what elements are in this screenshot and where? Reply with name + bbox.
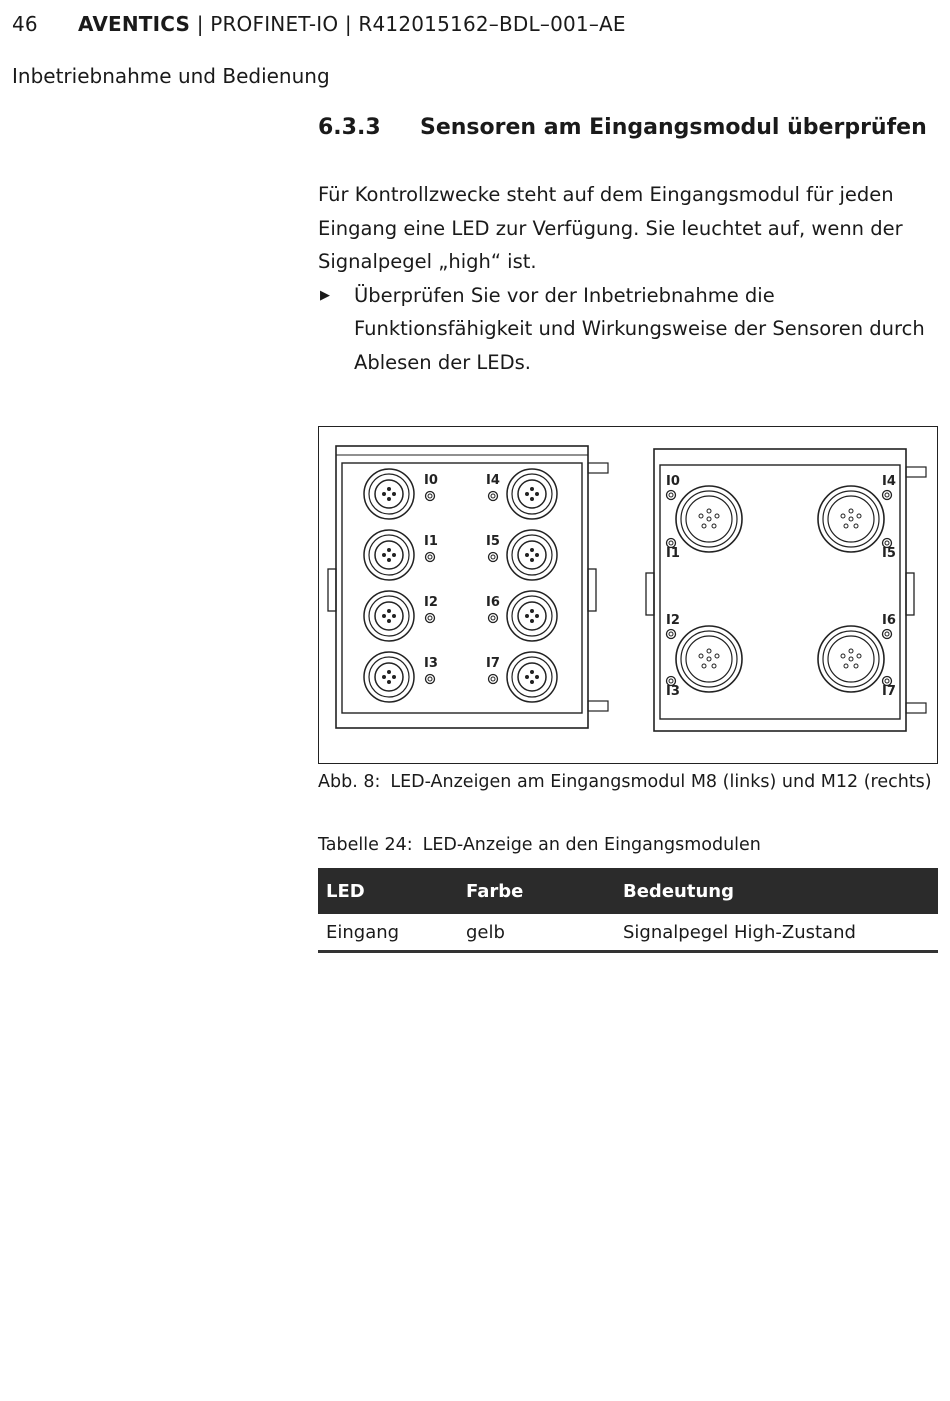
m8-pin — [388, 681, 391, 684]
m12-label-top: I6 — [882, 613, 896, 628]
body-content — [318, 178, 938, 379]
m12-connector-socket — [686, 496, 732, 542]
section-heading — [318, 115, 927, 140]
m12-connector-ring — [823, 491, 879, 547]
m8-pin — [531, 610, 534, 613]
m12-pin — [715, 514, 719, 518]
m8-connector-outer — [507, 652, 557, 702]
m8-pin — [536, 493, 539, 496]
m12-connector-socket — [686, 636, 732, 682]
m8-connector-socket — [518, 663, 546, 691]
m12-pin — [707, 649, 711, 653]
table-row — [318, 914, 938, 952]
m8-led-right — [489, 492, 498, 501]
m8-pin — [393, 493, 396, 496]
m12-led-bottom-core — [669, 679, 673, 683]
m8-pin — [526, 676, 529, 679]
m8-pin — [526, 554, 529, 557]
m12-pin — [844, 664, 848, 668]
m8-led-right-core — [491, 555, 495, 559]
m12-pin — [699, 654, 703, 658]
m12-pin — [707, 509, 711, 513]
m12-led-top-core — [669, 632, 673, 636]
m8-label-right: I7 — [486, 656, 500, 671]
m12-pin — [849, 657, 853, 661]
m8-connector-socket — [518, 602, 546, 630]
m8-pin — [383, 493, 386, 496]
figure-caption-label: Abb. 8: — [318, 772, 381, 792]
m8-led-right — [489, 614, 498, 623]
m8-pin — [388, 620, 391, 623]
m8-led-right-core — [491, 494, 495, 498]
m8-pin — [531, 488, 534, 491]
m12-left-tab — [646, 573, 654, 615]
m8-label-left: I3 — [424, 656, 438, 671]
cell-bedeutung: Signalpegel High-Zustand — [615, 914, 938, 952]
m12-label-top: I2 — [666, 613, 680, 628]
m8-led-left-core — [428, 555, 432, 559]
m12-label-bottom: I3 — [666, 684, 680, 699]
document-reference: | PROFINET-IO | R412015162–BDL–001–AE — [190, 12, 626, 36]
m8-led-left-core — [428, 677, 432, 681]
m8-pin — [388, 559, 391, 562]
table-caption-label: Tabelle 24: — [318, 835, 413, 855]
m8-pin — [531, 620, 534, 623]
chapter-label: Inbetriebnahme und Bedienung — [12, 64, 330, 88]
m12-connector-ring — [823, 631, 879, 687]
m8-led-left — [426, 614, 435, 623]
m12-connector-socket — [828, 636, 874, 682]
column-header-bedeutung: Bedeutung — [615, 868, 938, 914]
m12-led-top — [883, 630, 892, 639]
m12-pin — [857, 654, 861, 658]
column-header-farbe: Farbe — [458, 868, 615, 914]
m8-pin — [383, 615, 386, 618]
m12-pin — [857, 514, 861, 518]
m12-clip-bottom — [906, 703, 926, 713]
body-paragraph: Für Kontrollzwecke steht auf dem Eingangsmodul für jeden Eingang eine LED zur Verfügung. Sie leuchtet auf, wenn der Signalpegel „high“ ist. — [318, 183, 903, 273]
m12-pin — [702, 664, 706, 668]
m12-pin — [854, 664, 858, 668]
m12-pin — [849, 509, 853, 513]
m8-pin — [536, 676, 539, 679]
m8-led-left-core — [428, 494, 432, 498]
m12-pin — [849, 517, 853, 521]
m12-led-top-core — [669, 493, 673, 497]
instruction-bullet — [318, 279, 938, 380]
m8-pin — [388, 488, 391, 491]
m12-connector-ring — [681, 491, 737, 547]
m8-pin — [388, 549, 391, 552]
m8-label-right: I6 — [486, 595, 500, 610]
m8-label-left: I1 — [424, 534, 438, 549]
page-number: 46 — [12, 12, 38, 36]
m12-led-top-core — [885, 632, 889, 636]
m12-led-top-core — [885, 493, 889, 497]
m8-pin — [536, 554, 539, 557]
m8-pin — [388, 498, 391, 501]
m8-led-right — [489, 553, 498, 562]
m8-connector-outer — [364, 591, 414, 641]
m8-pin — [526, 493, 529, 496]
table-header-row — [318, 868, 938, 914]
m12-label-bottom: I1 — [666, 546, 680, 561]
m12-pin — [712, 524, 716, 528]
m8-pin — [531, 498, 534, 501]
led-table — [318, 868, 938, 953]
m8-connector-socket — [375, 480, 403, 508]
m8-connector-outer — [507, 591, 557, 641]
cell-led: Eingang — [318, 914, 458, 952]
m8-label-left: I0 — [424, 473, 438, 488]
m12-label-bottom: I5 — [882, 546, 896, 561]
m12-connector-socket — [828, 496, 874, 542]
figure-caption — [318, 772, 932, 792]
bullet-triangle-icon: ▶ — [320, 287, 330, 303]
m12-led-bottom-core — [885, 541, 889, 545]
m8-connector-outer — [364, 530, 414, 580]
m12-clip-top — [906, 467, 926, 477]
m8-led-right-core — [491, 677, 495, 681]
m8-connector-socket — [375, 663, 403, 691]
m12-pin — [849, 649, 853, 653]
page-header — [12, 12, 626, 36]
cell-farbe: gelb — [458, 914, 615, 952]
section-number: 6.3.3 — [318, 115, 381, 140]
m8-connector-socket — [375, 602, 403, 630]
m12-module-face — [660, 465, 900, 719]
table-caption — [318, 835, 761, 855]
m8-pin — [531, 559, 534, 562]
m12-led-bottom-core — [885, 679, 889, 683]
m12-right-tab — [906, 573, 914, 615]
m8-pin — [393, 615, 396, 618]
m8-led-right — [489, 675, 498, 684]
m8-led-left — [426, 675, 435, 684]
m8-pin — [393, 554, 396, 557]
m8-connector-outer — [507, 530, 557, 580]
m12-led-bottom-core — [669, 541, 673, 545]
table-caption-text: LED-Anzeige an den Eingangsmodulen — [422, 835, 761, 855]
m12-label-bottom: I7 — [882, 684, 896, 699]
m12-pin — [854, 524, 858, 528]
module-drawing — [319, 427, 937, 763]
m12-label-top: I0 — [666, 474, 680, 489]
m12-pin — [712, 664, 716, 668]
m8-clip-top — [588, 463, 608, 473]
m12-pin — [841, 654, 845, 658]
m12-pin — [699, 514, 703, 518]
m8-pin — [531, 681, 534, 684]
m8-connector-socket — [518, 541, 546, 569]
m8-pin — [536, 615, 539, 618]
m8-led-left — [426, 492, 435, 501]
m8-label-left: I2 — [424, 595, 438, 610]
m12-led-top — [883, 491, 892, 500]
m8-label-right: I4 — [486, 473, 500, 488]
column-header-led: LED — [318, 868, 458, 914]
m8-connector-outer — [364, 652, 414, 702]
figure-caption-text: LED-Anzeigen am Eingangsmodul M8 (links) und M12 (rechts) — [390, 772, 932, 792]
m8-led-left — [426, 553, 435, 562]
m8-led-right-core — [491, 616, 495, 620]
brand-name: AVENTICS — [78, 12, 191, 36]
m12-led-top — [667, 491, 676, 500]
m8-connector-outer — [507, 469, 557, 519]
m8-label-right: I5 — [486, 534, 500, 549]
m8-pin — [393, 676, 396, 679]
m12-pin — [841, 514, 845, 518]
m8-pin — [383, 554, 386, 557]
m8-connector-outer — [364, 469, 414, 519]
m8-pin — [383, 676, 386, 679]
m8-led-left-core — [428, 616, 432, 620]
m12-pin — [702, 524, 706, 528]
m8-pin — [531, 549, 534, 552]
m12-pin — [707, 657, 711, 661]
m8-connector-socket — [375, 541, 403, 569]
m8-left-tab — [328, 569, 336, 611]
m8-clip-bottom — [588, 701, 608, 711]
m12-connector-ring — [681, 631, 737, 687]
m8-pin — [531, 671, 534, 674]
m12-led-top — [667, 630, 676, 639]
m8-pin — [388, 610, 391, 613]
m8-connector-socket — [518, 480, 546, 508]
m12-label-top: I4 — [882, 474, 896, 489]
m12-pin — [715, 654, 719, 658]
instruction-text: Überprüfen Sie vor der Inbetriebnahme die Funktionsfähigkeit und Wirkungsweise der Sensoren durch Ablesen der LEDs. — [354, 283, 925, 374]
module-figure — [318, 426, 938, 764]
m8-right-tab — [588, 569, 596, 611]
section-title: Sensoren am Eingangsmodul überprüfen — [420, 115, 927, 140]
m12-pin — [844, 524, 848, 528]
m8-pin — [526, 615, 529, 618]
m8-pin — [388, 671, 391, 674]
m12-pin — [707, 517, 711, 521]
